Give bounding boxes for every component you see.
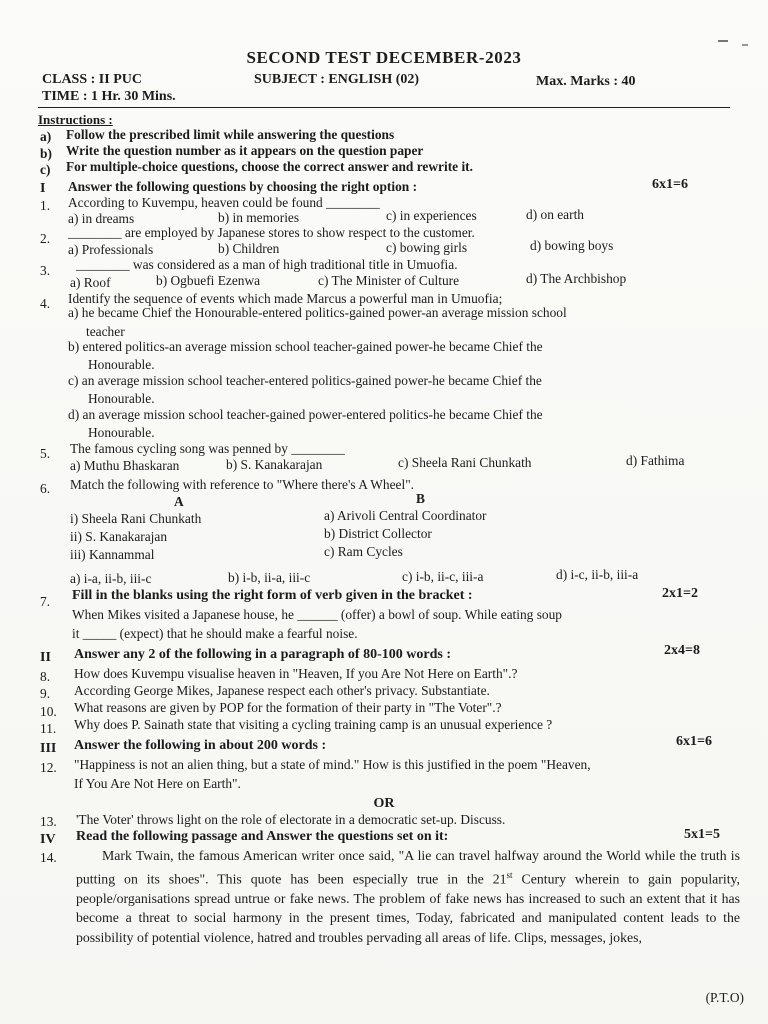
question-number: 2. [40,231,51,246]
match-item-a: ii) S. Kanakarajan [70,529,168,544]
passage-text: Century wherein to gain popularity, people/organisations spread untrue or fake news. The problem of fake news has increased to such an extent that it has become a threat to social harmony in the present times, Today, fabricated and manipulated content leads to the possibility of potential violence, hatred and troubles pervading all areas of life. Clips, messages, jokes, [76,871,740,945]
option: a) he became Chief the Honourable-entered politics-gained power-an average mission school [68,305,567,320]
question-number: 1. [40,198,51,213]
section-heading: Answer the following in about 200 words : [74,738,327,753]
section-marks: 2x4=8 [664,643,700,658]
section-heading: Answer the following questions by choosing the right option : [68,179,418,194]
section-number: I [40,181,46,196]
time-label: TIME : 1 Hr. 30 Mins. [42,89,176,104]
option-continuation: Honourable. [88,357,155,372]
paper-title: SECOND TEST DECEMBER-2023 [246,48,522,67]
option: d) an average mission school teacher-gained power-entered politics-he became Chief the [68,407,543,422]
option: c) an average mission school teacher-entered politics-gained power-he became Chief the [68,373,542,388]
question-text: According George Mikes, Japanese respect each other's privacy. Substantiate. [74,683,490,698]
question-number: 12. [40,760,57,775]
header-divider [38,107,730,108]
section-heading: Answer any 2 of the following in a paragraph of 80-100 words : [74,647,451,662]
instruction-label: b) [40,146,52,161]
option: d) on earth [526,207,585,222]
max-marks-label: Max. Marks : 40 [536,74,636,89]
option: c) in experiences [386,208,477,223]
section-marks: 5x1=5 [684,827,720,842]
question-text: If You Are Not Here on Earth". [74,776,241,791]
match-item-a: iii) Kannammal [70,547,155,562]
section-number: IV [40,832,56,847]
question-text: Match the following with reference to "Where there's A Wheel". [70,477,415,492]
scan-mark [742,44,748,46]
option: b) S. Kanakarajan [226,457,323,472]
option: a) Roof [70,275,111,290]
instruction-text: Follow the prescribed limit while answering the questions [66,127,395,142]
section-marks: 6x1=6 [652,177,688,192]
scan-mark [718,40,728,42]
option-continuation: Honourable. [88,391,155,406]
question-text: it _____ (expect) that he should make a fearful noise. [72,626,358,641]
instruction-label: a) [40,129,52,144]
option: a) Professionals [68,242,154,257]
option: b) Ogbuefi Ezenwa [156,273,261,288]
option: a) Muthu Bhaskaran [70,458,180,473]
question-number: 7. [40,594,51,609]
instruction-text: Write the question number as it appears on the question paper [66,143,424,158]
option: b) i-b, ii-a, iii-c [228,570,311,585]
question-text: The famous cycling song was penned by ________ [70,441,345,456]
match-item-b: b) District Collector [324,526,432,541]
section-number: III [40,741,57,756]
question-number: 14. [40,850,57,865]
question-text: What reasons are given by POP for the formation of their party in "The Voter".? [74,700,502,715]
option-continuation: Honourable. [88,425,155,440]
question-text: ________ was considered as a man of high traditional title in Umuofia. [76,257,458,272]
question-text: "Happiness is not an alien thing, but a state of mind." How is this justified in the poem "Heaven, [74,757,591,772]
passage-text: Mark Twain, the famous American writer once said, "A lie can travel halfway around the World while the truth is putting on its shoes". This quote has been especially true in the 21 [76,848,740,887]
option: c) Sheela Rani Chunkath [398,455,532,470]
option: b) Children [218,241,280,256]
option: d) bowing boys [530,238,614,253]
question-number: 4. [40,296,51,311]
question-number: 10. [40,704,57,719]
instruction-text: For multiple-choice questions, choose the correct answer and rewrite it. [66,159,473,174]
option: d) Fathima [626,453,685,468]
question-number: 9. [40,686,51,701]
section-heading: Read the following passage and Answer the questions set on it: [76,829,449,844]
question-text: Identify the sequence of events which made Marcus a powerful man in Umuofia; [68,291,503,306]
question-text: Why does P. Sainath state that visiting a cycling training camp is an unusual experience ? [74,717,553,732]
match-column-b-heading: B [416,491,425,506]
match-item-b: c) Ram Cycles [324,544,403,559]
please-turn-over: (P.T.O) [705,990,744,1005]
section-number: II [40,650,51,665]
or-separator: OR [373,796,395,811]
match-item-b: a) Arivoli Central Coordinator [324,508,487,523]
option: c) bowing girls [386,240,468,255]
question-number: 11. [40,721,57,736]
match-column-a-heading: A [174,494,184,509]
match-item-a: i) Sheela Rani Chunkath [70,511,202,526]
section-marks: 6x1=6 [676,734,712,749]
question-heading: Fill in the blanks using the right form of verb given in the bracket : [72,588,473,603]
question-number: 8. [40,669,51,684]
option: c) The Minister of Culture [318,273,460,288]
option: b) in memories [218,210,300,225]
question-text: 'The Voter' throws light on the role of electorate in a democratic set-up. Discuss. [76,812,506,827]
question-text: ________ are employed by Japanese stores to show respect to the customer. [68,225,475,240]
option: d) i-c, ii-b, iii-a [556,567,639,582]
question-number: 6. [40,481,51,496]
question-number: 13. [40,814,57,829]
question-text: According to Kuvempu, heaven could be found ________ [68,195,380,210]
option: b) entered politics-an average mission school teacher-gained power-he became Chief the [68,339,543,354]
option: a) i-a, ii-b, iii-c [70,571,152,586]
instructions-heading: Instructions : [38,112,113,127]
question-marks: 2x1=2 [662,586,698,601]
question-number: 3. [40,263,51,278]
question-text: How does Kuvempu visualise heaven in "Heaven, If you Are Not Here on Earth".? [74,666,518,681]
option: c) i-b, ii-c, iii-a [402,569,484,584]
comprehension-passage [76,846,740,948]
option-continuation: teacher [86,324,125,339]
subject-label: SUBJECT : ENGLISH (02) [254,72,420,87]
passage-superscript: st [506,869,513,880]
question-number: 5. [40,446,51,461]
question-text: When Mikes visited a Japanese house, he ______ (offer) a bowl of soup. While eating soup [72,607,563,622]
class-label: CLASS : II PUC [42,72,142,87]
option: d) The Archbishop [526,271,627,286]
option: a) in dreams [68,211,135,226]
instruction-label: c) [40,162,51,177]
